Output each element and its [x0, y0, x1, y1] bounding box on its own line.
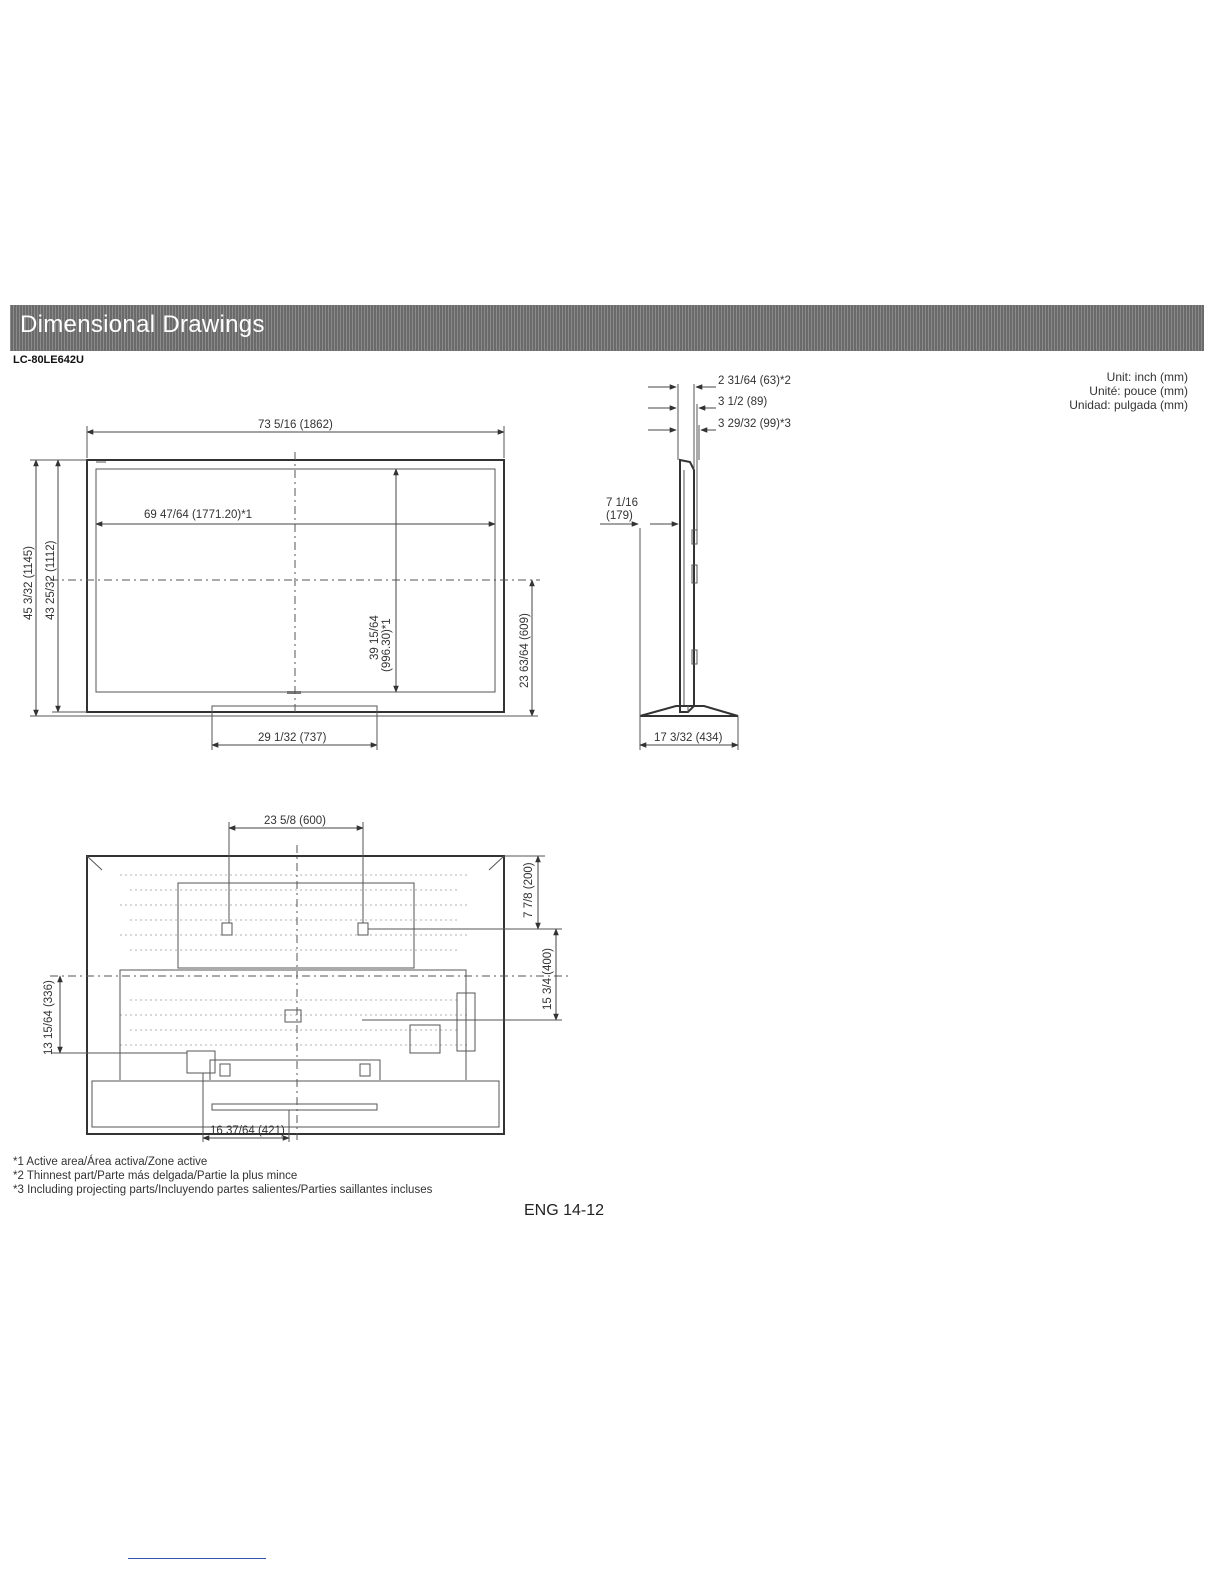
dim-vesa-width: 23 5/8 (600)	[264, 815, 327, 827]
dim-active-height-a: 39 15/64	[369, 615, 381, 660]
dim-vesa-height: 15 3/4 (400)	[542, 947, 554, 1010]
dim-stand-offset-b: (179)	[606, 510, 633, 522]
dim-body-depth: 3 1/2 (89)	[718, 396, 768, 408]
dim-active-height-b: (996.30)*1	[381, 618, 393, 672]
side-view	[600, 375, 791, 750]
vesa-hole-left	[222, 923, 232, 935]
dim-center-offset: 13 15/64 (336)	[43, 980, 55, 1055]
bottom-rule	[128, 1558, 266, 1559]
front-view	[23, 419, 540, 750]
footnote-1: *1 Active area/Área activa/Zone active	[13, 1156, 208, 1168]
rear-upper-panel	[178, 883, 414, 968]
footnotes	[13, 1155, 432, 1197]
rear-left-panel	[187, 1051, 215, 1073]
tv-rear-frame	[87, 856, 504, 1134]
unit-line-en: Unit: inch (mm)	[1106, 370, 1188, 384]
footnote-3: *3 Including projecting parts/Incluyendo partes salientes/Parties saillantes incluses	[13, 1184, 433, 1196]
rear-view	[43, 815, 570, 1142]
dim-overall-height: 45 3/32 (1145)	[23, 546, 35, 620]
tv-side-profile	[680, 460, 694, 712]
dim-center-height: 23 63/64 (609)	[519, 613, 531, 688]
dim-stand-width: 29 1/32 (737)	[258, 732, 327, 744]
rear-terminal-panel	[410, 1025, 440, 1053]
dim-thinnest: 2 31/64 (63)*2	[718, 375, 791, 387]
dim-stand-depth: 17 3/32 (434)	[654, 732, 723, 744]
rear-center-label	[285, 1010, 301, 1022]
dim-top-to-vesa: 7 7/8 (200)	[523, 862, 535, 918]
dim-rear-stand-offset: 16 37/64 (421)	[210, 1125, 285, 1137]
dim-stand-offset-a: 7 1/16	[606, 497, 638, 509]
section-title: Dimensional Drawings	[20, 311, 265, 338]
unit-line-es: Unidad: pulgada (mm)	[1069, 398, 1188, 412]
vesa-hole-right	[358, 923, 368, 935]
dim-overall-width: 73 5/16 (1862)	[258, 419, 333, 431]
page-number: ENG 14-12	[524, 1202, 605, 1219]
rear-stand-base	[212, 1104, 377, 1110]
dim-body-height: 43 25/32 (1112)	[45, 540, 57, 620]
footnote-2: *2 Thinnest part/Parte más delgada/Partie la plus mince	[13, 1170, 298, 1182]
dim-active-width: 69 47/64 (1771.20)*1	[144, 509, 253, 521]
rear-stand-mount	[210, 1060, 380, 1080]
dim-projecting-depth: 3 29/32 (99)*3	[718, 418, 791, 430]
front-brand-logo	[287, 691, 301, 694]
model-number: LC-80LE642U	[13, 354, 84, 366]
unit-line-fr: Unité: pouce (mm)	[1089, 384, 1188, 398]
